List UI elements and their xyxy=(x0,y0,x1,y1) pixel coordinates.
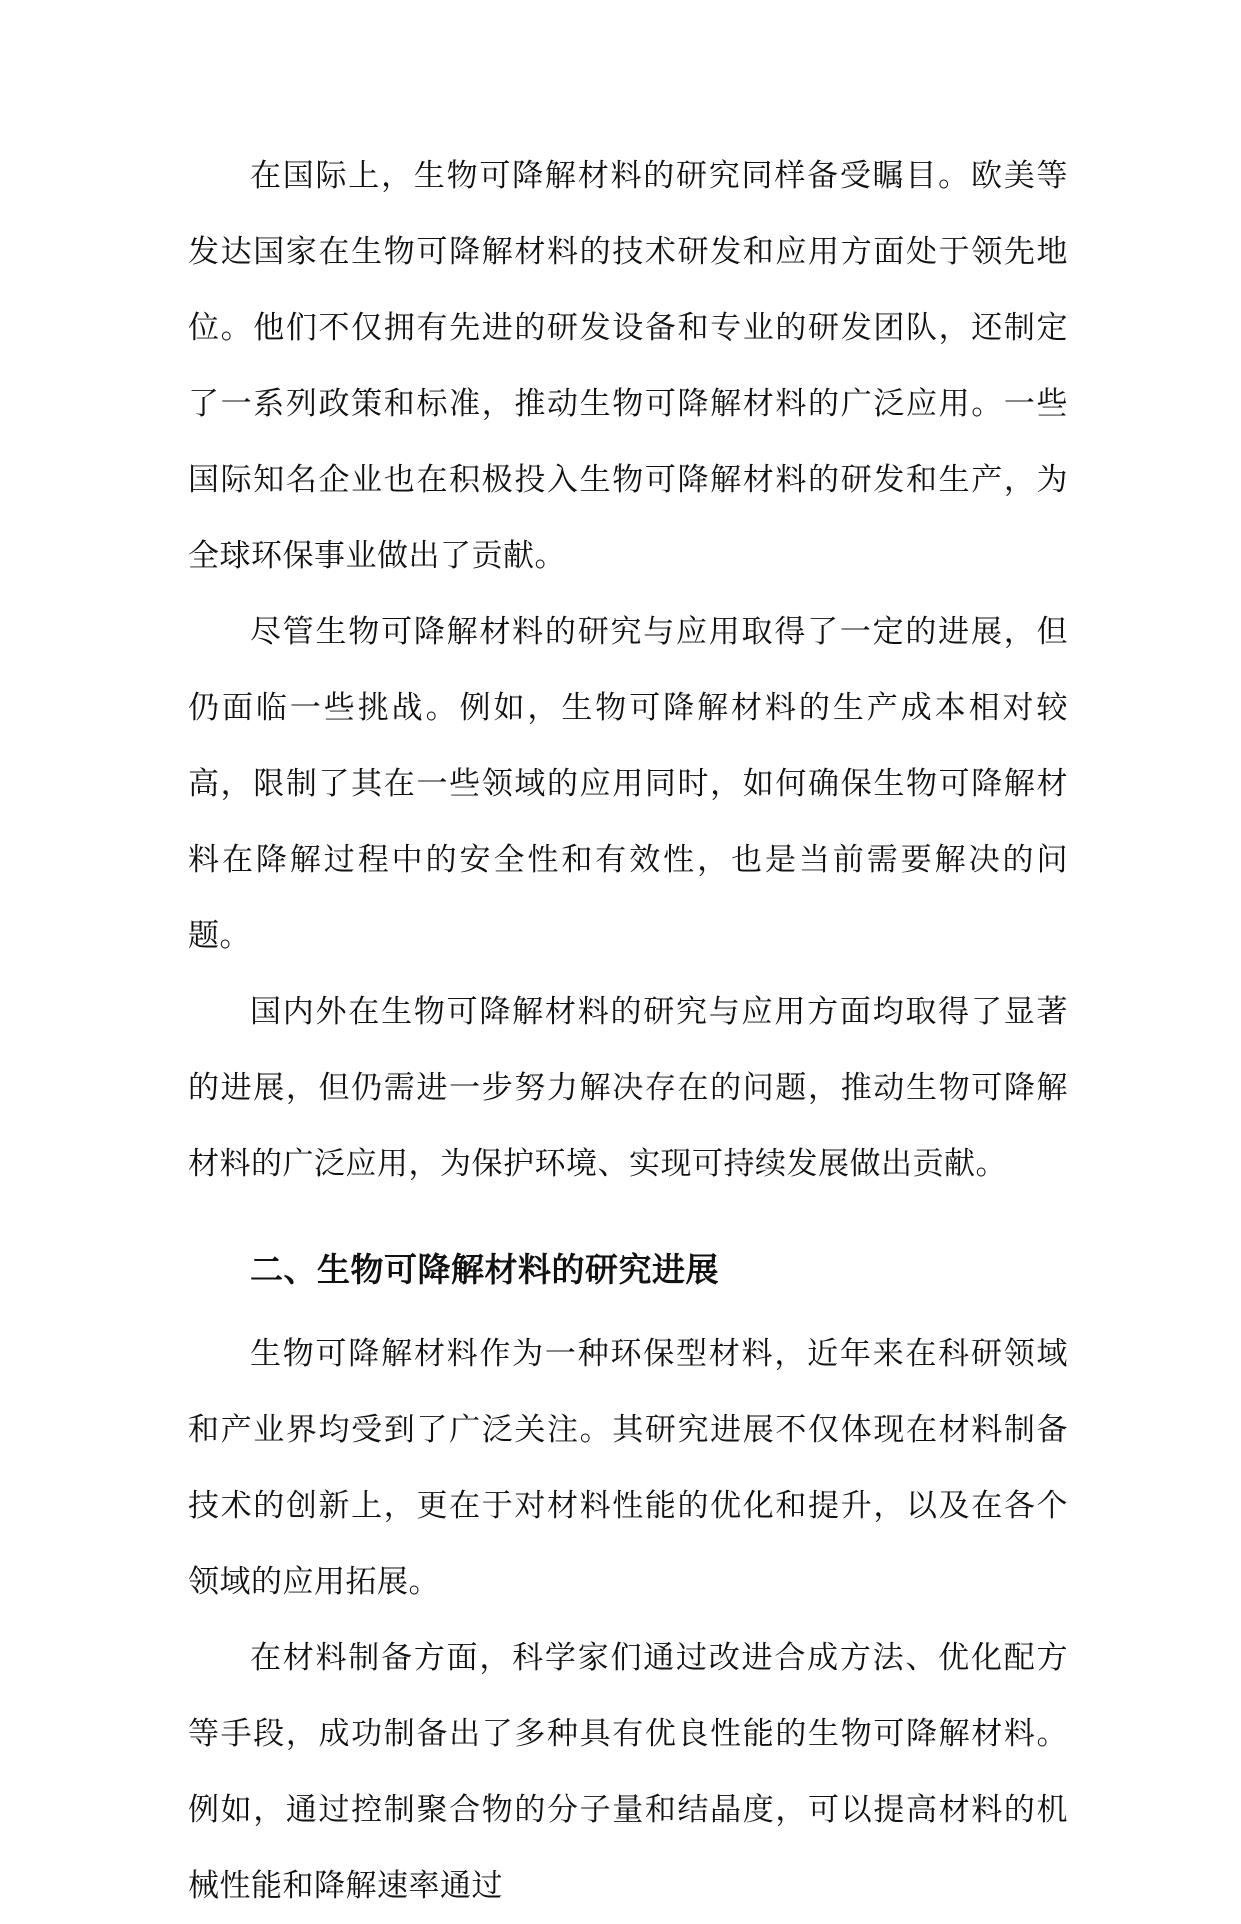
paragraph-challenges: 尽管生物可降解材料的研究与应用取得了一定的进展，但仍面临一些挑战。例如，生物可降解材料的生产成本相对较高，限制了其在一些领域的应用同时，如何确保生物可降解材料在降解过程中的安全性和有效性，也是当前需要解决的问题。 xyxy=(188,614,1068,954)
paragraph-summary: 国内外在生物可降解材料的研究与应用方面均取得了显著的进展，但仍需进一步努力解决存在的问题，推动生物可降解材料的广泛应用，为保护环境、实现可持续发展做出贡献。 xyxy=(188,994,1068,1182)
paragraph-international-research: 在国际上，生物可降解材料的研究同样备受瞩目。欧美等发达国家在生物可降解材料的技术研发和应用方面处于领先地位。他们不仅拥有先进的研发设备和专业的研发团队，还制定了一系列政策和标准，推动生物可降解材料的广泛应用。一些国际知名企业也在积极投入生物可降解材料的研发和生产，为全球环保事业做出了贡献。 xyxy=(188,158,1068,574)
paragraph-material-preparation: 在材料制备方面，科学家们通过改进合成方法、优化配方等手段，成功制备出了多种具有优良性能的生物可降解材料。例如，通过控制聚合物的分子量和结晶度，可以提高材料的机械性能和降解速率通过 xyxy=(188,1640,1068,1904)
document-body xyxy=(188,138,1068,1924)
section-heading: 二、生物可降解材料的研究进展 xyxy=(250,1250,719,1289)
paragraph-research-overview: 生物可降解材料作为一种环保型材料，近年来在科研领域和产业界均受到了广泛关注。其研究进展不仅体现在材料制备技术的创新上，更在于对材料性能的优化和提升，以及在各个领域的应用拓展。 xyxy=(188,1336,1068,1600)
